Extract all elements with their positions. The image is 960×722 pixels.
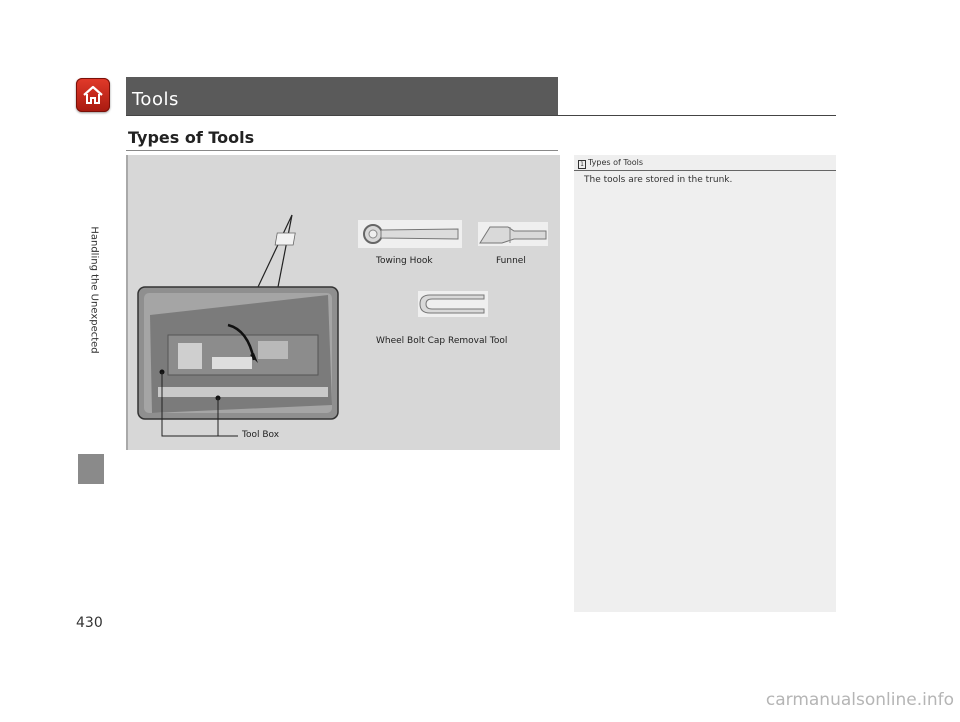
tools-illustration <box>128 155 560 450</box>
sidebar-note <box>574 155 836 612</box>
heading-rule <box>126 150 558 151</box>
wheel-bolt-cap-tool-illustration <box>418 291 488 317</box>
page-heading: Types of Tools <box>128 128 255 147</box>
wheel-bolt-cap-tool-label: Wheel Bolt Cap Removal Tool <box>376 336 508 346</box>
tools-figure <box>126 155 560 450</box>
funnel-label: Funnel <box>496 256 526 266</box>
side-tab-marker <box>78 454 104 484</box>
section-header <box>126 77 558 115</box>
side-tab <box>84 130 104 450</box>
sidebar-rule <box>574 170 836 171</box>
reference-mark-icon: 1 <box>578 160 586 169</box>
section-rule <box>126 115 836 116</box>
sidebar-title-text: Types of Tools <box>588 158 644 167</box>
home-icon <box>81 83 105 107</box>
sidebar-title <box>578 158 643 169</box>
side-tab-label: Handling the Unexpected <box>88 226 100 354</box>
watermark: carmanualsonline.info <box>765 690 954 710</box>
page-number: 430 <box>76 615 103 631</box>
towing-hook-label: Towing Hook <box>376 256 433 266</box>
home-button[interactable] <box>76 78 110 112</box>
trunk-photo <box>138 287 338 419</box>
funnel-illustration <box>478 222 548 246</box>
sidebar-text: The tools are stored in the trunk. <box>584 175 733 185</box>
towing-hook-illustration <box>358 220 462 248</box>
tool-box-label: Tool Box <box>242 430 280 440</box>
section-title: Tools <box>132 89 179 110</box>
